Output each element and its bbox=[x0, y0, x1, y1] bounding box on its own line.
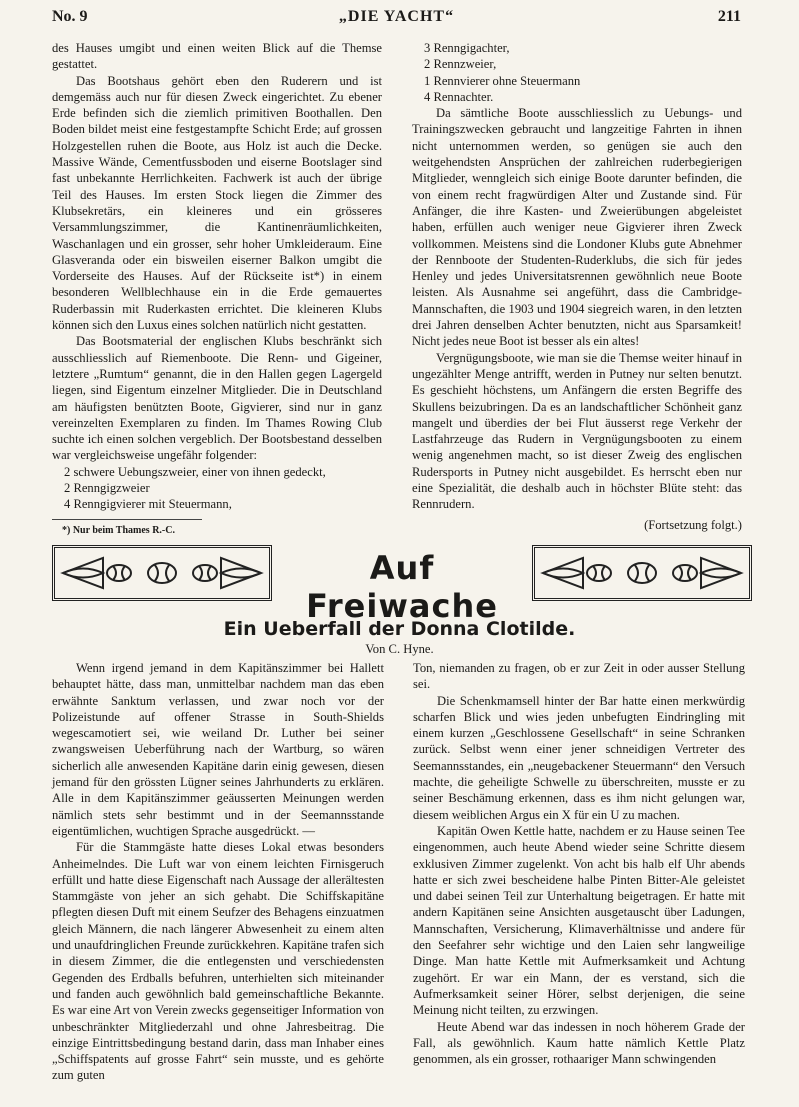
paragraph: Vergnügungsboote, wie man sie die Themse weiter hinauf in ungezählter Menge antrifft, werden in Putney nur selten benutzt. Es geschieht höchstens, um Anfängern die ersten Begriffe des Skullens beizubringen. Da es an landschaftlicher Schönheit ganz mangelt und überdies der bei Flut äusserst rege Verkehr der Lastfahrzeuge das Rudern in Vergnügungsbooten zu einem wenig angenehmen macht, so ist dieser Zweig des englischen Rudersports in Putney nicht ausgebildet. Es herrscht eben nur eine Spezialität, die deshalb auch in höchster Blüte steht: das Rennrudern. bbox=[412, 350, 742, 512]
page-number: 211 bbox=[717, 8, 741, 25]
paragraph: des Hauses umgibt und einen weiten Blick auf die Themse gestattet. bbox=[52, 41, 382, 72]
list-item: 3 Renngigachter, bbox=[424, 41, 510, 55]
right-ornament bbox=[532, 545, 752, 601]
ornament-icon bbox=[59, 552, 265, 594]
column-4 bbox=[413, 660, 745, 1067]
story-title: Ein Ueberfall der Donna Clotilde. bbox=[223, 618, 576, 640]
list-item: 4 Renngigvierer mit Steuermann, bbox=[64, 497, 232, 512]
journal-title: „DIE YACHT“ bbox=[338, 8, 455, 25]
paragraph: Ton, niemanden zu fragen, ob er zur Zeit in oder ausser Stellung sei. bbox=[413, 661, 745, 692]
paragraph: Für die Stammgäste hatte dieses Lokal etwas besonders Anheimelndes. Die Luft war von einem leichten Firnisgeruch erfüllt und hatte diese Eigenschaft nach Aussage der allerältesten Stammgäste von jeher an sich gehabt. Die Schiffskapitäne pflegten diesen Duft mit einem Seufzer des Behagens einzuatmen gleich Männern, die nach längerer Abwesenheit zu einem alten und unaufdringlichen Freunde zurückkehren. Kapitäne trafen sich in diesem Zimmer, die die entlegensten und verschiedensten Gegenden des Erdballs befuhren, unterhielten sich miteinander und fanden auch gewöhnlich bald gemeinschaftliche Bekannte. Es war eine Art von Verein zwecks gegenseitiger Information von unbeschränkter Mitgliederzahl und ohne Jahresbeitrag. Die einzige Eintrittsbedingung bestand darin, dass man Inhaber eines „Schiffspatents auf grosse Fahrt“ sein musste, und es gehörte zum guten bbox=[52, 840, 384, 1083]
byline: Von C. Hyne. bbox=[365, 642, 434, 656]
list-item: 2 Rennzweier, bbox=[424, 57, 497, 72]
column-2 bbox=[412, 40, 742, 533]
footnote: *) Nur beim Thames R.-C. bbox=[52, 519, 202, 539]
issue-number: No. 9 bbox=[52, 8, 88, 25]
section-banner bbox=[52, 545, 752, 625]
list-item: 4 Rennachter. bbox=[424, 89, 494, 104]
paragraph: Das Bootshaus gehört eben den Ruderern und ist demgemäss auch nur für diesen Zweck eingerichtet. Zu ebener Erde befinden sich die ziemlich primitiven Boothallen. Den Boden bildet meist eine festgestampfte Schicht Erde; auf grossen Holzgestellen ruhen die Boote, aus Holz ist auch die Decke. Massive Wände, Cementfussboden und eiserne Bootslager sind fast unbekannte Herrlichkeiten. Fachwerk ist auch der übrige Teil des Hauses. Im ersten Stock liegen die Zimmer des Klubsekretärs, ein kleineres und ein grösseres Versammlungszimmer, die Kantinenräumlichkeiten, Waschanlagen und ein grosser, sehr hoher Umkleideraum. Eine Glasveranda oder ein bisweilen eiserner Balkon umgibt die Vorderseite des Hauses. Auf der Rückseite ist*) in einem besonderen Wellblechhause ein in die Erde gemauertes Ruderbassin mit Ruderkasten errichtet. Die kleineren Klubs können sich den Luxus eines solchen natürlich nicht gestatten. bbox=[52, 73, 382, 333]
ornament-icon bbox=[539, 552, 745, 594]
list-item: 2 schwere Uebungszweier, einer von ihnen gedeckt, bbox=[64, 464, 326, 479]
left-ornament bbox=[52, 545, 272, 601]
paragraph: Das Bootsmaterial der englischen Klubs beschränkt sich ausschliesslich auf Riemenboote. Die Renn- und Gigeiner, letztere „Rumtum“ genannt, die in den Hallen gegen Lagergeld liegen, sind Eigentum einzelner Mitglieder. Die in Deutschland am häufigsten benützten Boote, Gigvierer, sind nur in ganz vereinzelten Exemplaren zu finden. Im Thames Rowing Club suchte ich einen solchen vergeblich. Der Bootsbestand desselben war vergleichsweise ungefähr folgender: bbox=[52, 334, 382, 463]
paragraph: Heute Abend war das indessen in noch höherem Grade der Fall, als gewöhnlich. Kaum hatte nämlich Kettle Platz genommen, als ein grosser, rothaariger Mann schwingenden bbox=[413, 1019, 745, 1067]
continued-note: (Fortsetzung folgt.) bbox=[644, 517, 742, 532]
paragraph: Wenn irgend jemand in dem Kapitänszimmer bei Hallett behauptet hätte, dass man, unmittelbar nachdem man das eben erwähnte Sanktum verlassen, und zwar noch vor der Polizeistunde auf offener Strasse in South-Shields wegescamotiert sei, wie weiland Dr. Luther bei seiner zwangsweisen Ueberführung nach der Wartburg, so wären sicherlich alle anwesenden Kapitäne darin einig gewesen, diesen jemand für den grössten Lügner seines Jahrhunderts zu erklären. Alle in dem Kapitänszimmer geäusserten Meinungen werden nämlich stets sehr bestimmt und in der Seemannsstande eigentümlichen, wuchtigen Sprache ausgedrückt. — bbox=[52, 661, 384, 838]
page-header bbox=[52, 8, 741, 30]
column-3 bbox=[52, 660, 384, 1084]
banner-title: Auf Freiwache bbox=[306, 549, 498, 625]
paragraph: Kapitän Owen Kettle hatte, nachdem er zu Hause seinen Tee eingenommen, auch heute Abend wieder seine Schritte diesem exklusiven Zimmer zugelenkt. Von acht bis halb elf Uhr abends hatte er sich zwei bescheidene halbe Pinten Bitter-Ale geleistet und dabei seinen Teil zur Unterhaltung beigetragen. Er hatte mit andern Kapitänen seine Ansichten ausgetauscht über Ladungen, Mannschaften, Versicherung, Klimaverhältnisse und andere für den Seefahrer sehr wichtige und den Laien sehr langweilige Dinge. Man hatte Kettle mit Aufmerksamkeit und Achtung zugehört. Er war ein Mann, der es verstand, sich die Aufmerksamkeit seiner Hörer, selbst derjenigen, die seine Meinung nicht teilten, zu erzwingen. bbox=[413, 823, 745, 1018]
paragraph: Die Schenkmamsell hinter der Bar hatte einen merkwürdig scharfen Blick und wies jeden unbefugten Eindringling mit einem kurzen „Geschlossene Gesellschaft“ in seine Schranken zurück. Selbst wenn einer jener schneidigen Vertreter des Seemannsstandes, ein „neugebackener Steuermann“ den Versuch machte, die geheiligte Schwelle zu überschreiten, musste er zu seiner Beschämung erkennen, dass es ihm nicht gelungen war, diesem weiblichen Argus ein X für ein U zu machen. bbox=[413, 693, 745, 822]
column-1 bbox=[52, 40, 382, 539]
list-item: 2 Renngigzweier bbox=[64, 481, 150, 496]
list-item: 1 Rennvierer ohne Steuermann bbox=[424, 73, 581, 88]
paragraph: Da sämtliche Boote ausschliesslich zu Uebungs- und Trainingszwecken gebraucht und langzeitige Fahrten in ihnen nicht unternommen werden, so genügen sie auch den weitgehendsten Ansprüchen der zahlreichen ruderbegierigen Mitglieder, wenngleich sich einige Boote darunter befinden, die von einem recht fragwürdigen Alter und Zustande sind. Für Anfänger, die ihre Kasten- und Zweierübungen abgeleistet haben, erfüllen auch weniger neue Gigvierer ihren Zweck vollkommen. Meistens sind die Londoner Klubs gute Abnehmer der Rennboote der Studenten-Ruderklubs, die sich für jedes Henley und jedes Universitatsrennen gewöhnlich neue Boote leisten. Als Ausnahme sei angeführt, dass die Cambridge-Mannschaften, die 1903 und 1904 siegreich waren, in den letzten drei Jahren denselben Achter benutzten, nicht aus Sparsamkeit! Nicht jedes neue Boot ist besser als ein altes! bbox=[412, 106, 742, 349]
